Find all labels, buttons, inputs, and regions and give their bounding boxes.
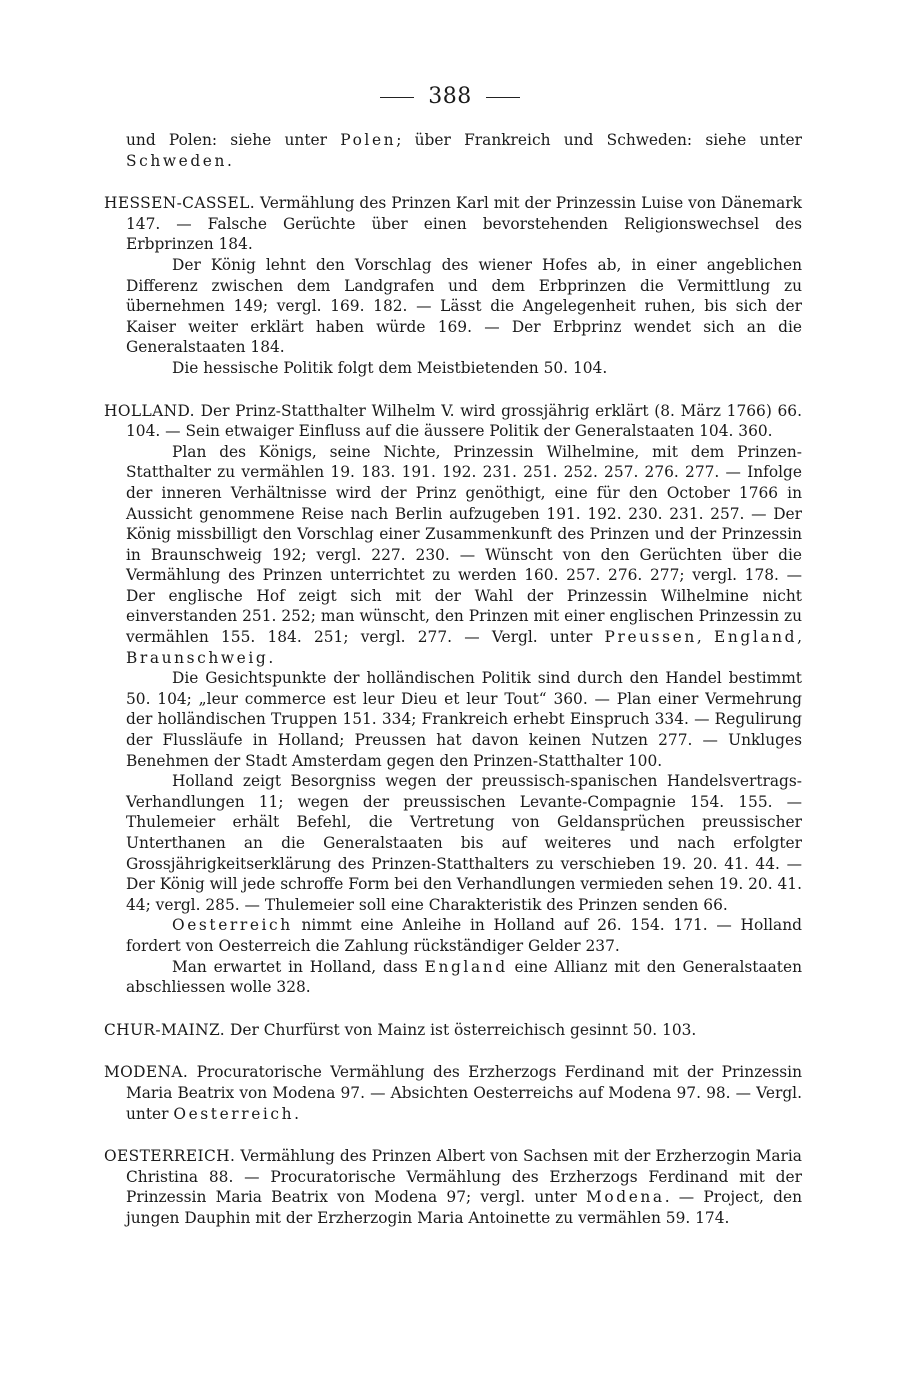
page-number: 388 <box>428 84 472 109</box>
entry-heading: HESSEN-CASSEL. <box>104 194 256 213</box>
entry-chur-mainz <box>104 1020 802 1041</box>
continuation-paragraph: und Polen: siehe unter Polen; über Frankreich und Schweden: siehe unter Schweden. <box>126 131 802 170</box>
entry-text: Der Churfürst von Mainz ist österreichisch gesinnt 50. 103. <box>230 1020 697 1039</box>
cross-reference: Oesterreich <box>172 916 293 935</box>
cross-reference: Braunschweig <box>126 648 269 667</box>
cross-reference: Oesterreich <box>173 1104 295 1123</box>
entry-text: Der Prinz-Statthalter Wilhelm V. wird grossjährig erklärt (8. März 1766) 66. 104. — Sein etwaiger Einfluss auf die äussere Politik der Generalstaaten 104. 360. <box>126 401 802 441</box>
entry-first-paragraph <box>104 1062 802 1124</box>
entry-text: Vermählung des Prinzen Albert von Sachsen mit der Erzherzogin Maria Christina 88. — Procuratorische Vermählung des Erzherzogs Ferdinand mit der Prinzessin Maria Beatrix von Modena 97; vergl. unter Modena. — Project, den jungen Dauphin mit der Erzherzogin Maria Antoinette zu vermählen 59. 174. <box>126 1147 802 1227</box>
entry-paragraph: Oesterreich nimmt eine Anleihe in Holland auf 26. 154. 171. — Holland fordert von Oesterreich die Zahlung rückständiger Gelder 237. <box>126 916 802 955</box>
entry-paragraph: Holland zeigt Besorgniss wegen der preussisch-spanischen Handelsvertrags-Verhandlungen 11; wegen der preussischen Levante-Compagnie 154. 155. — Thulemeier erhält Befehl, die Vertretung von Geldansprüchen preussischer Unterthanen an die Generalstaaten bis auf weiteres und nach erfolgter Grossjährigkeitserklärung des Prinzen-Statthalters zu verschieben 19. 20. 41. 44. — Der König will jede schroffe Form bei den Verhandlungen vermieden sehen 19. 20. 41. 44; vergl. 285. — Thulemeier soll eine Charakteristik des Prinzen senden 66. <box>126 772 802 914</box>
cross-reference: Schweden <box>126 151 228 170</box>
cross-reference: Preussen <box>604 628 697 647</box>
page-header <box>0 84 900 109</box>
entry-paragraph: Die hessische Politik folgt dem Meistbietenden 50. 104. <box>172 358 608 377</box>
entry-heading: CHUR-MAINZ. <box>104 1020 226 1039</box>
entry-heading: HOLLAND. <box>104 401 195 420</box>
entry-first-paragraph <box>104 401 802 442</box>
entry-heading: MODENA. <box>104 1063 189 1082</box>
entry-paragraph: Man erwartet in Holland, dass England eine Allianz mit den Generalstaaten abschliessen wolle 328. <box>126 957 803 997</box>
index-text <box>104 130 802 1251</box>
header-dash-left <box>380 97 414 98</box>
entry-holland <box>104 401 802 998</box>
entry-paragraph: Der König lehnt den Vorschlag des wiener Hofes ab, in einer angeblichen Differenz zwischen dem Landgrafen und dem Erbprinzen die Vermittlung zu übernehmen 149; vergl. 169. 182. — Lässt die Angelegenheit ruhen, bis sich der Kaiser weiter erklärt haben würde 169. — Der Erbprinz wendet sich an die Generalstaaten 184. <box>126 255 802 357</box>
cross-reference: England <box>714 628 798 647</box>
entry-paragraph: Die Gesichtspunkte der holländischen Politik sind durch den Handel bestimmt 50. 104; „leur commerce est leur Dieu et leur Tout“ 360. — Plan einer Vermehrung der holländischen Truppen 151. 334; Frankreich erhebt Einspruch 334. — Regulirung der Flussläufe in Holland; Preussen hat davon keinen Nutzen 277. — Unkluges Benehmen der Stadt Amsterdam gegen den Prinzen-Statthalter 100. <box>126 669 802 770</box>
entry-hessen-cassel <box>104 193 802 378</box>
entry-oesterreich <box>104 1146 802 1228</box>
cross-reference: Polen <box>340 131 397 149</box>
entry-first-paragraph <box>104 1020 802 1041</box>
entry-text: Procuratorische Vermählung des Erzherzogs Ferdinand mit der Prinzessin Maria Beatrix von Modena 97. — Absichten Oesterreichs auf Modena 97. 98. — Vergl. unter Oesterreich. <box>126 1063 802 1123</box>
entry-first-paragraph <box>104 193 802 255</box>
entry-first-paragraph <box>104 1146 802 1228</box>
cross-reference: Modena <box>586 1188 665 1207</box>
header-dash-right <box>486 97 520 98</box>
cross-reference: England <box>424 957 508 976</box>
entry-paragraph: Plan des Königs, seine Nichte, Prinzessin Wilhelmine, mit dem Prinzen-Statthalter zu vermählen 19. 183. 191. 192. 231. 251. 252. 257. 276. 277. — Infolge der inneren Verhältnisse wird der Prinz genöthigt, eine für den October 1766 in Aussicht genommene Reise nach Berlin aufzugeben 191. 192. 230. 231. 257. — Der König missbilligt den Vorschlag einer Zusammenkunft des Prinzen und der Prinzessin in Braunschweig 192; vergl. 227. 230. — Wünscht von den Gerüchten über die Vermählung des Prinzen unterrichtet zu werden 160. 257. 276. 277; vergl. 178. — Der englische Hof zeigt sich mit der Wahl der Prinzessin Wilhelmine nicht einverstanden 251. 252; man wünscht, den Prinzen mit einer englischen Prinzessin zu vermählen 155. 184. 251; vergl. 277. — Vergl. unter Preussen, England, Braunschweig. <box>126 442 802 667</box>
entry-heading: OESTERREICH. <box>104 1147 236 1166</box>
entry-modena <box>104 1062 802 1124</box>
entry-text: Vermählung des Prinzen Karl mit der Prinzessin Luise von Dänemark 147. — Falsche Gerüchte über einen bevorstehenden Religionswechsel des Erbprinzen 184. <box>126 194 802 254</box>
